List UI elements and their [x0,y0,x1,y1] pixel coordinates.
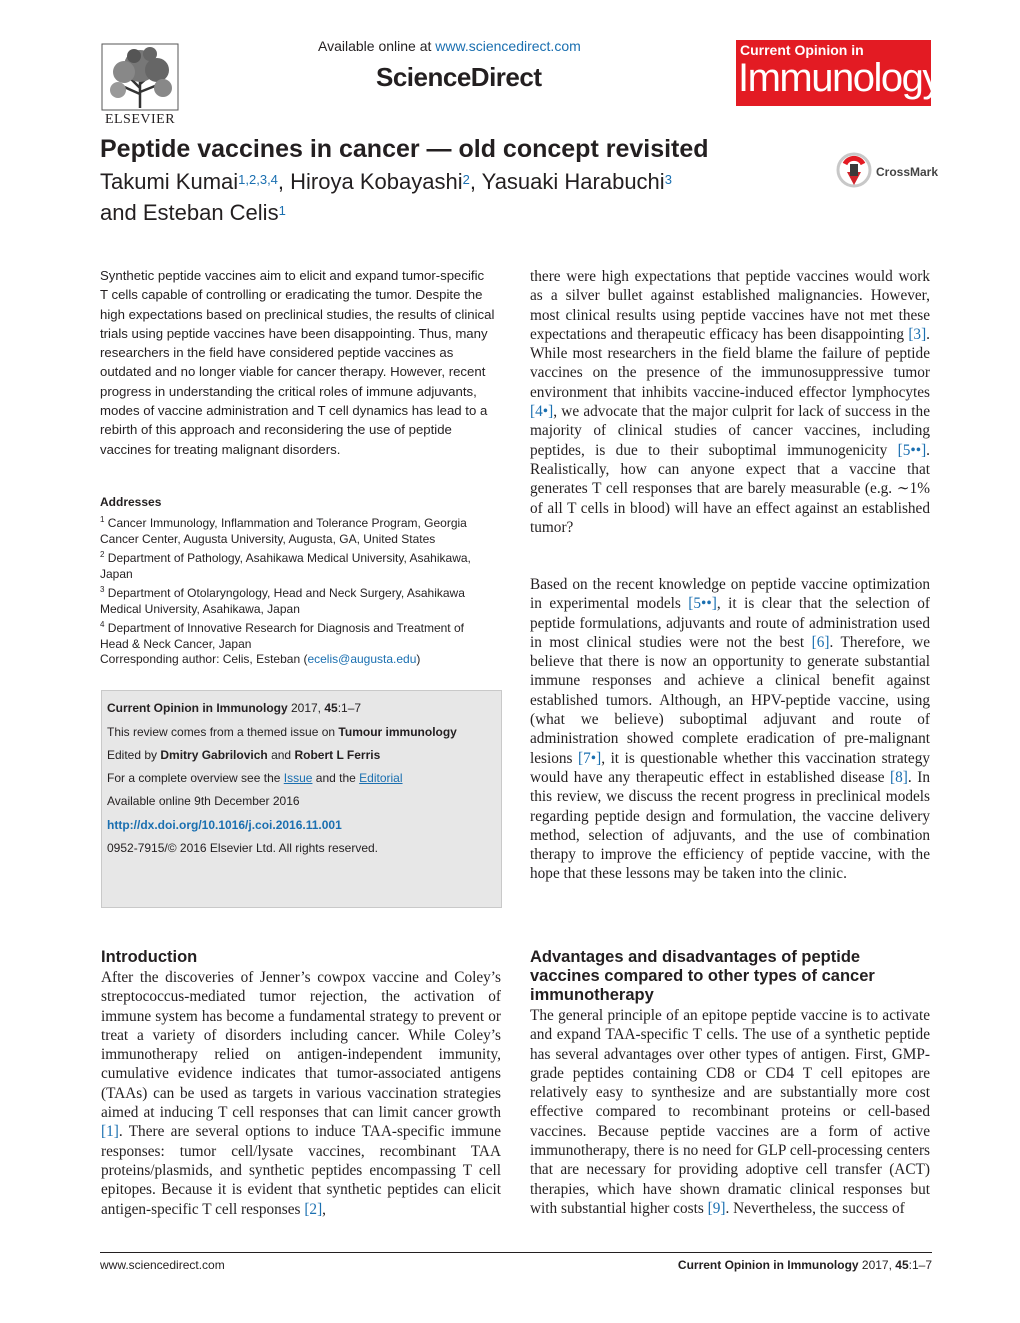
address-number: 4 [100,620,105,629]
advantages-paragraph [530,1006,930,1218]
addresses-heading: Addresses [100,495,162,509]
citation-link[interactable]: [5••] [897,441,927,459]
citation-link[interactable]: [8] [890,768,908,786]
info-edited-prefix: Edited by [107,748,161,762]
abstract: Synthetic peptide vaccines aim to elicit and expand tumor-specific T cells capable of controlling or eradicating the tumor. Despite the high expectations based on preclinical studies, the results of clinical trials using peptide vaccines have been disappointing. Thus, many researchers in the field have considered peptide vaccines as outdated and no longer viable for cancer therapy. However, recent progress in understanding the critical roles of immune adjuvants, modes of vaccine administration and T cell dynamics has lead to a rebirth of this approach and reconsidering the use of peptide vaccines for treating malignant disorders. [100,268,495,457]
address-text: Department of Pathology, Asahikawa Medical University, Asahikawa, Japan [100,551,471,581]
body-text: , we advocate that the major culprit for lack of success in the majority of clinical studies of cancer vaccines, including peptides, is due to their suboptimal immunogenicity [530,403,930,459]
crossmark-label: CrossMark [876,165,939,179]
info-journal: Current Opinion in Immunology [107,701,288,715]
body-text: After the discoveries of Jenner’s cowpox vaccine and Coley’s streptococcus-mediated tumor rejection, the activation of immune system has become a fundamental strategy to prevent or treat a variety of disorders including cancer. While Coley’s immunotherapy relied on antigen-independent immunity, cumulative evidence indicates that tumor-associated antigens (TAAs) can be used as targets in various vaccination strategies aimed at inducing T cell responses that can limit cancer growth [101,969,501,1122]
info-overview-prefix: For a complete overview see the [107,771,284,785]
info-copyright: 0952-7915/© 2016 Elsevier Ltd. All rights reserved. [107,841,378,855]
body-text: . Therefore, we believe that there is now an opportunity to generate substantial immune responses and achieve a clinical benefit against established tumors. Although, an HPV-peptide vaccine, using (what we believe) suboptimal adjuvant and route of administration showed complete eradication of pre-malignant lesions [530,633,930,767]
footer-citation [636,1258,932,1272]
author-name: Esteban Celis [142,200,279,225]
address-number: 1 [100,515,105,524]
article-info-box [101,690,502,908]
body-text: , it is clear that the selection of peptide formulations, adjuvants and route of administration used in most clinical studies were not the best [530,595,931,651]
journal-logo-line1: Current Opinion in [740,42,864,58]
body-text: The general principle of an epitope peptide vaccine is to activate and expand TAA-specific T cells. The use of a synthetic peptide has several advantages over other types of antigen. First, GMP-grade peptides containing CD8 or CD4 T cell epitopes are relatively easy to synthesize and are substantially more cost effective compared to recombinant proteins or cell-based vaccines. Because peptide vaccines are a form of active immunotherapy, there is no need for GLP cell-processing centers that are necessary for providing adoptive cell transfer (ACT) therapies, which have shown dramatic clinical responses but with substantial higher costs [530,1007,930,1217]
info-overview-mid: and the [312,771,360,785]
author-affiliation[interactable]: 2 [462,172,470,187]
availability-line [318,38,581,54]
elsevier-wordmark: ELSEVIER [104,112,176,127]
info-editor: Robert L Ferris [294,748,381,762]
author-affiliation[interactable]: 1,2,3,4 [238,172,278,187]
corresponding-email-link[interactable]: ecelis@augusta.edu [307,652,417,666]
author-list [100,166,820,228]
info-citation [107,701,497,715]
right-paragraph-1 [530,267,930,537]
section-heading-advantages: Advantages and disadvantages of peptide vaccines compared to other types of cancer immunotherapy [530,948,875,1004]
body-text: . While most researchers in the field blame the failure of peptide vaccines on the presence of the immunosuppressive tumor environment that inhibits vaccine-induced effector lymphocytes [530,325,930,401]
right-paragraph-2 [530,575,930,884]
address-text: Cancer Immunology, Inflammation and Tolerance Program, Georgia Cancer Center, Augusta University, Augusta, GA, United States [100,516,467,546]
body-text: . In this review, we discuss the recent progress in preclinical models regarding peptide design and formulation, the vaccine delivery method, selection of adjuvants, and the use of combination therapy to improve the efficiency of peptide vaccine, with the hope that these lessons may be taken into the clinic. [530,768,930,883]
footer-year: 2017, [858,1258,896,1272]
journal-logo [736,40,941,106]
crossmark-badge[interactable] [836,152,939,192]
citation-link[interactable]: [7•] [578,749,602,767]
body-text: Based on the recent knowledge on peptide vaccine optimization in experimental models [530,576,930,613]
footer-divider [100,1252,932,1253]
info-theme [107,725,497,739]
author-affiliation[interactable]: 1 [278,203,286,218]
introduction-paragraph [101,968,501,1219]
info-pages: :1–7 [337,701,362,715]
citation-link[interactable]: [3] [908,325,927,343]
address-item [100,582,495,617]
info-year: 2017, [287,701,325,715]
footer-journal: Current Opinion in Immunology [677,1258,859,1272]
citation-link[interactable]: [1] [101,1123,119,1141]
addresses [100,494,495,652]
address-item [100,512,495,547]
footer-pages: :1–7 [908,1258,932,1272]
author-separator: , [469,169,482,194]
body-text: . Nevertheless, the success of [725,1199,905,1217]
body-text: there were high expectations that peptide vaccines would work as a silver bullet against established malignancies. However, most clinical results using peptide vaccines have not met these expectations and therapeutic efficacy has been disappointing [530,268,930,343]
author-and: and [100,200,143,225]
info-editor: Dmitry Gabrilovich [160,748,268,762]
journal-logo-line2: Immunology [738,56,941,100]
author-affiliation[interactable]: 3 [664,172,672,187]
crossmark-icon [836,152,872,192]
address-text: Department of Innovative Research for Diagnosis and Treatment of Head & Neck Cancer, Japan [100,621,464,651]
info-theme-prefix: This review comes from a themed issue on [107,725,339,739]
body-text: . Realistically, how can anyone expect that a vaccine that generates T cell responses that are barely measurable (e.g. ∼1% of all T cells in blood) will have an effect against an established tumor? [530,441,930,536]
article-title: Peptide vaccines in cancer — old concept revisited [100,135,709,163]
doi-link[interactable]: http://dx.doi.org/10.1016/j.coi.2016.11.001 [107,818,342,832]
info-editors [107,748,497,762]
info-available: Available online 9th December 2016 [107,794,300,808]
issue-link[interactable]: Issue [283,771,313,785]
body-text: . There are several options to induce TAA-specific immune responses: tumor cell/lysate vaccines, recombinant TAA proteins/plasmids, and synthetic peptides encompassing T cell epitopes. Because it is evident that synthetic peptides can elicit antigen-specific T cell responses [101,1123,501,1218]
corresponding-suffix: ) [416,652,421,666]
body-text: , [322,1200,326,1218]
citation-link[interactable]: [6] [811,633,830,651]
author-name: Yasuaki Harabuchi [481,169,665,194]
address-item [100,617,495,652]
citation-link[interactable]: [9] [707,1199,726,1217]
address-text: Department of Otolaryngology, Head and Neck Surgery, Asahikawa Medical University, Asahikawa, Japan [100,586,465,616]
available-prefix: Available online at [318,38,432,54]
section-heading-introduction: Introduction [101,948,198,966]
citation-link[interactable]: [5••] [688,595,717,613]
citation-link[interactable]: [2] [304,1200,323,1218]
sciencedirect-brand: ScienceDirect [376,62,542,92]
info-theme-name: Tumour immunology [338,725,457,739]
author-name: Hiroya Kobayashi [290,169,463,194]
body-text: , it is questionable whether this vaccination strategy would have any therapeutic effect in established disease [530,749,930,786]
info-volume: 45 [324,701,338,715]
corresponding-author [100,652,495,666]
footer-url[interactable]: www.sciencedirect.com [100,1258,225,1272]
footer-volume: 45 [895,1258,909,1272]
address-number: 3 [100,585,105,594]
editorial-link[interactable]: Editorial [359,771,403,785]
author-name: Takumi Kumai [100,169,239,194]
address-item [100,547,495,582]
info-editor-and: and [267,748,295,762]
sciencedirect-url-link[interactable]: www.sciencedirect.com [435,38,581,54]
address-number: 2 [100,550,105,559]
corresponding-prefix: Corresponding author: Celis, Esteban ( [100,652,308,666]
author-separator: , [277,169,291,194]
citation-link[interactable]: [4•] [530,403,554,421]
info-overview [107,771,497,785]
